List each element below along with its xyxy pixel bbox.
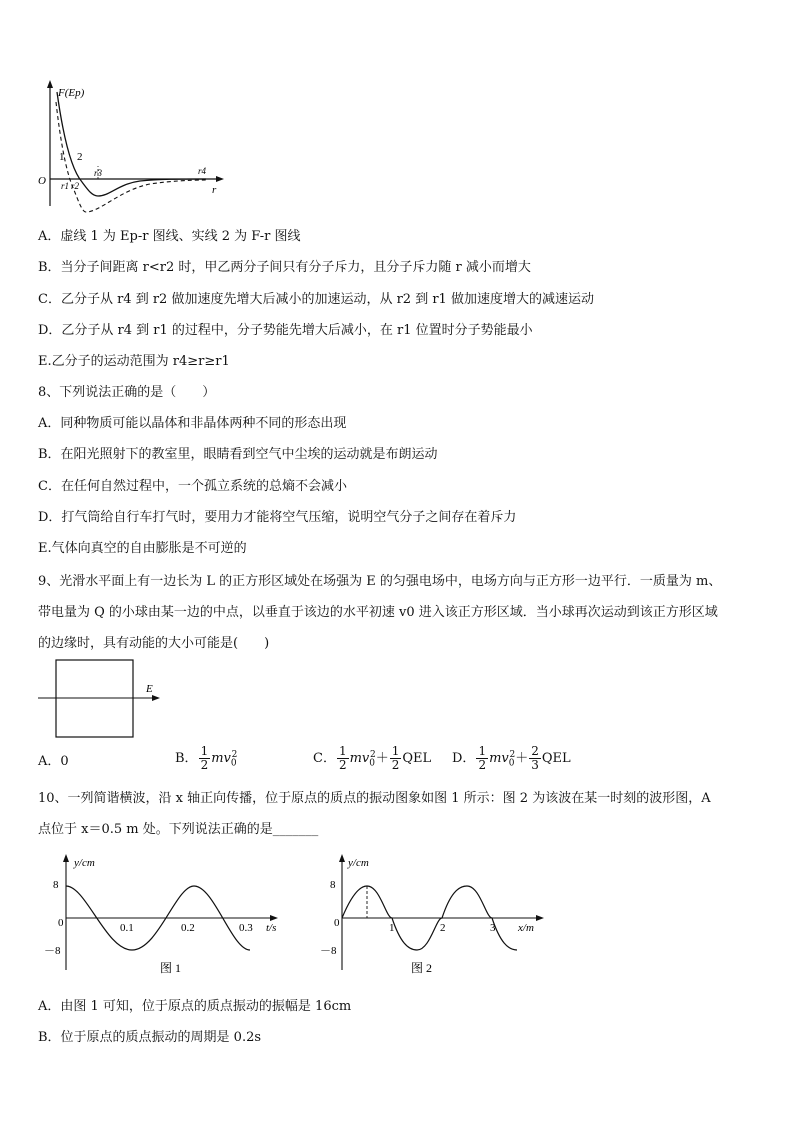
x-axis-label: r	[212, 184, 217, 196]
fraction-numerator: 1	[338, 744, 347, 758]
q10-stem-line-2: 点位于 x＝0.5 m 处。下列说法正确的是_______	[38, 822, 319, 837]
fraction-numerator: 1	[391, 744, 400, 758]
fraction-denominator: 2	[478, 758, 487, 772]
q10-option-a: A．由图 1 可知，位于原点的质点振动的振幅是 16cm	[38, 999, 352, 1014]
graph1-x-tick-0.1: 0.1	[120, 922, 134, 934]
plus-sign: ＋	[515, 751, 529, 766]
q9-option-c-label: C．	[313, 751, 336, 766]
q9-option-c	[313, 745, 431, 773]
q9-option-a: A．0	[38, 754, 69, 769]
q7-option-a: A．虚线 1 为 Ep-r 图线、实线 2 为 F-r 图线	[38, 229, 301, 244]
graph1-y-tick-neg8: －8	[44, 945, 61, 957]
fraction-numerator: 1	[478, 744, 487, 758]
graph2-x-tick-3: 3	[490, 922, 496, 934]
field-label: E	[146, 683, 153, 695]
mv-superscript: 2	[509, 749, 516, 760]
graph2-x-tick-2: 2	[440, 922, 446, 934]
origin-label: O	[38, 175, 46, 187]
q8-option-d: D．打气筒给自行车打气时，要用力才能将空气压缩，说明空气分子之间存在着斥力	[38, 510, 517, 525]
q9-option-b-label: B．	[175, 751, 198, 766]
square-field-diagram	[36, 656, 166, 742]
q9-option-d-fraction-2	[529, 745, 541, 772]
graph2-caption: 图 2	[411, 961, 433, 975]
fraction-denominator: 2	[391, 758, 400, 772]
q10-stem-line-1: 10、一列简谐横波，沿 x 轴正向传播，位于原点的质点的振动图象如图 1 所示：图 2 为该波在某一时刻的波形图，A	[38, 791, 711, 806]
field-arrow	[152, 695, 160, 701]
q9-stem-line-1: 9、光滑水平面上有一边长为 L 的正方形区域处在场强为 E 的匀强电场中，电场方向与正方形一边平行．一质量为 m、	[38, 574, 722, 589]
r2-label: r2	[71, 181, 80, 191]
q9-stem-line-3: 的边缘时，具有动能的大小可能是( )	[38, 636, 270, 651]
curve-2-label: 2	[77, 151, 83, 163]
mv-subscript: 0	[508, 758, 515, 769]
graph1-y-tick-8: 8	[53, 879, 59, 891]
graph2-y-tick-0: 0	[334, 917, 340, 929]
graph1-x-label: t/s	[266, 922, 277, 934]
q8-stem: 8、下列说法正确的是（ ）	[38, 385, 216, 400]
r3-label: r3	[94, 168, 103, 178]
q10-option-b: B．位于原点的质点振动的周期是 0.2s	[38, 1030, 262, 1045]
qel-term: QEL	[402, 751, 432, 766]
q9-option-d-label: D．	[452, 751, 476, 766]
graph1-x-tick-0.3: 0.3	[239, 922, 253, 934]
q9-option-d	[452, 745, 571, 773]
plus-sign: ＋	[375, 751, 389, 766]
graph1-caption: 图 1	[160, 961, 182, 975]
q8-option-a: A．同种物质可能以晶体和非晶体两种不同的形态出现	[38, 416, 347, 431]
q7-option-d: D．乙分子从 r4 到 r1 的过程中，分子势能先增大后减小，在 r1 位置时分子势能最小	[38, 323, 533, 338]
fraction-numerator: 1	[200, 744, 209, 758]
mv-superscript: 2	[231, 749, 238, 760]
q9-option-b-fraction	[199, 745, 211, 772]
mv-term: mv	[211, 751, 231, 766]
graph2-x-tick-1: 1	[389, 922, 395, 934]
y-axis-arrow	[47, 80, 53, 88]
q9-stem-line-2: 带电量为 Q 的小球由某一边的中点，以垂直于该边的水平初速 v0 进入该正方形区域．当小球再次运动到该正方形区域	[38, 605, 718, 620]
q9-option-b	[175, 745, 237, 773]
mv-superscript: 2	[370, 749, 376, 760]
graph2-x-arrow	[536, 915, 544, 921]
q8-option-b: B．在阳光照射下的教室里，眼睛看到空气中尘埃的运动就是布朗运动	[38, 447, 438, 462]
graph1-x-arrow	[270, 915, 278, 921]
fraction-denominator: 2	[200, 758, 209, 772]
x-axis-arrow	[216, 176, 224, 182]
qel-term: QEL	[541, 751, 571, 766]
y-axis-label: F(Ep)	[58, 87, 85, 99]
q9-option-c-fraction-2	[390, 745, 402, 772]
graph2-y-label: y/cm	[348, 857, 369, 869]
q7-option-b: B．当分子间距离 r<r2 时，甲乙两分子间只有分子斥力，且分子斥力随 r 减小而增大	[38, 260, 531, 275]
fraction-numerator: 2	[531, 744, 539, 758]
mv-subscript: 0	[369, 758, 375, 769]
graph1-y-arrow	[63, 854, 69, 862]
graph2-y-tick-neg8: －8	[320, 945, 337, 957]
q9-option-d-fraction-1	[476, 745, 488, 772]
mv-term: mv	[349, 751, 370, 766]
graph2-x-label: x/m	[518, 922, 534, 934]
vibration-graph	[36, 852, 286, 977]
curve-1-label: 1	[59, 151, 65, 163]
graph2-y-tick-8: 8	[330, 879, 336, 891]
fraction-denominator: 3	[531, 758, 539, 772]
mv-term: mv	[489, 751, 509, 766]
q8-option-e: E.气体向真空的自由膨胀是不可逆的	[38, 541, 247, 556]
waveform-graph	[290, 852, 550, 977]
q7-option-c: C．乙分子从 r4 到 r2 做加速度先增大后减小的加速运动，从 r2 到 r1 做加速度增大的减速运动	[38, 292, 594, 307]
graph1-y-tick-0: 0	[58, 917, 64, 929]
mv-subscript: 0	[230, 758, 237, 769]
graph1-x-tick-0.2: 0.2	[181, 922, 195, 934]
graph2-y-arrow	[339, 854, 345, 862]
r1-label: r1	[61, 181, 70, 191]
q7-option-e: E.乙分子的运动范围为 r4≥r≥r1	[38, 354, 230, 369]
graph1-y-label: y/cm	[74, 857, 95, 869]
fraction-denominator: 2	[338, 758, 347, 772]
r4-label: r4	[198, 166, 207, 176]
force-potential-graph	[30, 78, 230, 218]
q8-option-c: C．在任何自然过程中，一个孤立系统的总熵不会减小	[38, 479, 347, 494]
q9-option-c-fraction-1	[337, 745, 349, 772]
